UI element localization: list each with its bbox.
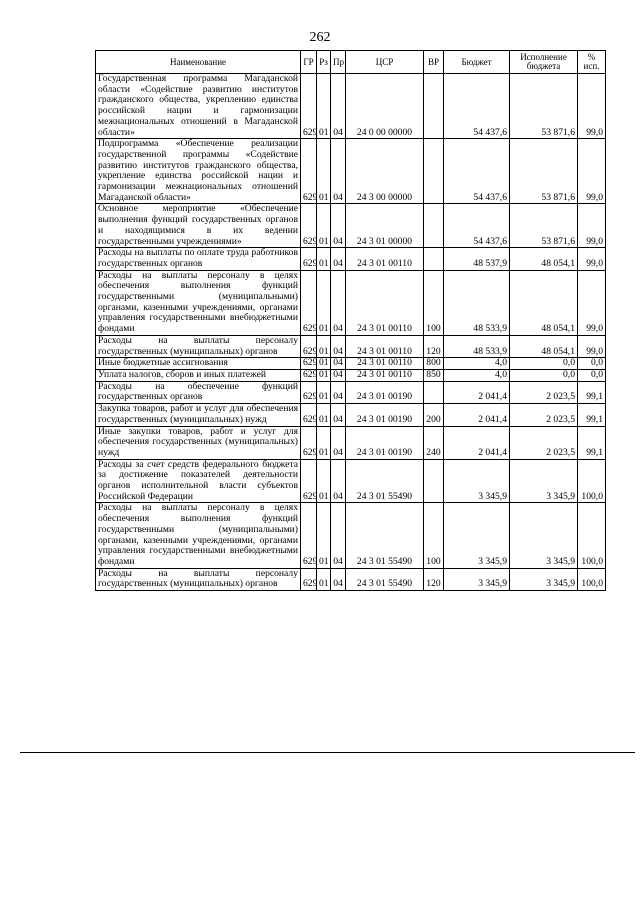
row-execution: 0,0 — [510, 369, 578, 381]
header-name: Наименование — [96, 51, 301, 74]
table-row — [96, 369, 606, 381]
row-execution: 48 054,1 — [510, 335, 578, 357]
row-execution: 0,0 — [510, 358, 578, 370]
row-percent: 99,0 — [578, 204, 606, 248]
row-vr — [424, 74, 444, 139]
row-budget: 54 437,6 — [444, 204, 510, 248]
row-gr: 629 — [301, 139, 317, 204]
row-name: Расходы на выплаты персоналу в целях обеспечения выполнения функций государственными (муниципальными) органами, казенными учреждениями, органами управления государственными внебюджетными фондами — [96, 270, 301, 335]
row-budget: 54 437,6 — [444, 139, 510, 204]
row-execution: 2 023,5 — [510, 404, 578, 426]
table-row — [96, 404, 606, 426]
row-vr: 850 — [424, 369, 444, 381]
header-percent: % исп. — [578, 51, 606, 74]
row-rz: 01 — [317, 459, 331, 503]
header-vr: ВР — [424, 51, 444, 74]
row-percent: 100,0 — [578, 568, 606, 590]
row-execution: 53 871,6 — [510, 74, 578, 139]
row-percent: 99,0 — [578, 248, 606, 270]
row-budget: 2 041,4 — [444, 381, 510, 403]
row-budget: 48 533,9 — [444, 270, 510, 335]
row-pr: 04 — [331, 248, 346, 270]
row-gr: 629 — [301, 270, 317, 335]
row-rz: 01 — [317, 204, 331, 248]
row-pr: 04 — [331, 270, 346, 335]
row-execution: 3 345,9 — [510, 459, 578, 503]
row-gr: 629 — [301, 404, 317, 426]
row-vr: 800 — [424, 358, 444, 370]
table-row — [96, 459, 606, 503]
row-vr — [424, 139, 444, 204]
row-execution: 2 023,5 — [510, 381, 578, 403]
row-vr — [424, 248, 444, 270]
row-pr: 04 — [331, 459, 346, 503]
header-csr: ЦСР — [346, 51, 424, 74]
row-execution: 48 054,1 — [510, 248, 578, 270]
row-budget: 2 041,4 — [444, 426, 510, 459]
row-gr: 629 — [301, 74, 317, 139]
row-budget: 2 041,4 — [444, 404, 510, 426]
header-execution: Исполнение бюджета — [510, 51, 578, 74]
header-row — [96, 51, 606, 74]
row-percent: 100,0 — [578, 503, 606, 568]
row-pr: 04 — [331, 204, 346, 248]
row-vr: 100 — [424, 503, 444, 568]
header-gr: ГР — [301, 51, 317, 74]
table-row — [96, 204, 606, 248]
bottom-rule — [20, 752, 635, 753]
row-pr: 04 — [331, 404, 346, 426]
row-budget: 54 437,6 — [444, 74, 510, 139]
row-csr: 24 0 00 00000 — [346, 74, 424, 139]
row-vr — [424, 204, 444, 248]
row-rz: 01 — [317, 503, 331, 568]
row-rz: 01 — [317, 426, 331, 459]
row-rz: 01 — [317, 358, 331, 370]
row-vr — [424, 459, 444, 503]
table-row — [96, 358, 606, 370]
row-rz: 01 — [317, 248, 331, 270]
row-percent: 0,0 — [578, 358, 606, 370]
header-pr: Пр — [331, 51, 346, 74]
row-rz: 01 — [317, 335, 331, 357]
row-name: Государственная программа Магаданской области «Содействие развитию институтов гражданского общества, укреплению единства российской нации и гармонизации межнациональных отношений в Магаданской области» — [96, 74, 301, 139]
row-name: Иные бюджетные ассигнования — [96, 358, 301, 370]
row-percent: 99,0 — [578, 139, 606, 204]
row-gr: 629 — [301, 426, 317, 459]
row-pr: 04 — [331, 358, 346, 370]
row-name: Расходы на выплаты по оплате труда работников государственных органов — [96, 248, 301, 270]
row-vr — [424, 381, 444, 403]
row-percent: 100,0 — [578, 459, 606, 503]
row-budget: 4,0 — [444, 358, 510, 370]
row-budget: 4,0 — [444, 369, 510, 381]
row-gr: 629 — [301, 358, 317, 370]
row-percent: 0,0 — [578, 369, 606, 381]
table-row — [96, 248, 606, 270]
row-gr: 629 — [301, 369, 317, 381]
row-percent: 99,1 — [578, 381, 606, 403]
row-percent: 99,1 — [578, 404, 606, 426]
header-budget: Бюджет — [444, 51, 510, 74]
row-name: Расходы на выплаты персоналу в целях обеспечения выполнения функций государственными (муниципальными) органами, казенными учреждениями, органами управления государственными внебюджетными фондами — [96, 503, 301, 568]
table-row — [96, 426, 606, 459]
row-pr: 04 — [331, 335, 346, 357]
row-csr: 24 3 01 00190 — [346, 404, 424, 426]
row-name: Расходы на выплаты персоналу государственных (муниципальных) органов — [96, 335, 301, 357]
row-execution: 3 345,9 — [510, 503, 578, 568]
row-name: Подпрограмма «Обеспечение реализации государственной программы «Содействие развитию институтов гражданского общества, укрепление единства российской нации и гармонизации межнациональных отношений Магаданской области» — [96, 139, 301, 204]
row-rz: 01 — [317, 74, 331, 139]
row-gr: 629 — [301, 568, 317, 590]
row-name: Уплата налогов, сборов и иных платежей — [96, 369, 301, 381]
row-budget: 48 537,9 — [444, 248, 510, 270]
row-execution: 53 871,6 — [510, 139, 578, 204]
row-vr: 240 — [424, 426, 444, 459]
row-csr: 24 3 01 00190 — [346, 381, 424, 403]
row-budget: 3 345,9 — [444, 459, 510, 503]
row-gr: 629 — [301, 335, 317, 357]
row-name: Иные закупки товаров, работ и услуг для обеспечения государственных (муниципальных) нужд — [96, 426, 301, 459]
row-budget: 3 345,9 — [444, 503, 510, 568]
row-pr: 04 — [331, 381, 346, 403]
row-rz: 01 — [317, 139, 331, 204]
row-csr: 24 3 01 00190 — [346, 426, 424, 459]
row-vr: 200 — [424, 404, 444, 426]
row-csr: 24 3 01 00000 — [346, 204, 424, 248]
row-rz: 01 — [317, 270, 331, 335]
row-vr: 120 — [424, 335, 444, 357]
row-pr: 04 — [331, 426, 346, 459]
row-name: Расходы на выплаты персоналу государственных (муниципальных) органов — [96, 568, 301, 590]
row-csr: 24 3 01 55490 — [346, 568, 424, 590]
row-execution: 3 345,9 — [510, 568, 578, 590]
row-name: Расходы за счет средств федерального бюджета за достижение показателей деятельности органов исполнительной власти субъектов Российской Федерации — [96, 459, 301, 503]
table-row — [96, 503, 606, 568]
row-rz: 01 — [317, 568, 331, 590]
row-pr: 04 — [331, 568, 346, 590]
table-row — [96, 568, 606, 590]
row-gr: 629 — [301, 459, 317, 503]
header-rz: Рз — [317, 51, 331, 74]
row-csr: 24 3 01 00110 — [346, 270, 424, 335]
budget-table — [95, 50, 606, 591]
row-name: Расходы на обеспечение функций государственных органов — [96, 381, 301, 403]
table-row — [96, 381, 606, 403]
row-pr: 04 — [331, 74, 346, 139]
page-number: 262 — [309, 30, 331, 45]
row-name: Основное мероприятие «Обеспечение выполнения функций государственных органов и находящимися в их ведении государственными учреждениями» — [96, 204, 301, 248]
row-percent: 99,0 — [578, 74, 606, 139]
row-gr: 629 — [301, 248, 317, 270]
row-pr: 04 — [331, 139, 346, 204]
row-budget: 48 533,9 — [444, 335, 510, 357]
row-csr: 24 3 01 55490 — [346, 459, 424, 503]
table-row — [96, 74, 606, 139]
row-gr: 629 — [301, 381, 317, 403]
table-row — [96, 139, 606, 204]
row-rz: 01 — [317, 404, 331, 426]
row-gr: 629 — [301, 204, 317, 248]
row-csr: 24 3 01 55490 — [346, 503, 424, 568]
row-execution: 53 871,6 — [510, 204, 578, 248]
row-vr: 100 — [424, 270, 444, 335]
row-csr: 24 3 00 00000 — [346, 139, 424, 204]
row-percent: 99,0 — [578, 335, 606, 357]
row-pr: 04 — [331, 369, 346, 381]
row-pr: 04 — [331, 503, 346, 568]
table-row — [96, 335, 606, 357]
row-percent: 99,1 — [578, 426, 606, 459]
table-row — [96, 270, 606, 335]
row-percent: 99,0 — [578, 270, 606, 335]
row-csr: 24 3 01 00110 — [346, 358, 424, 370]
row-csr: 24 3 01 00110 — [346, 335, 424, 357]
row-csr: 24 3 01 00110 — [346, 248, 424, 270]
row-execution: 48 054,1 — [510, 270, 578, 335]
row-budget: 3 345,9 — [444, 568, 510, 590]
row-name: Закупка товаров, работ и услуг для обеспечения государственных (муниципальных) нужд — [96, 404, 301, 426]
row-rz: 01 — [317, 381, 331, 403]
row-csr: 24 3 01 00110 — [346, 369, 424, 381]
row-execution: 2 023,5 — [510, 426, 578, 459]
row-vr: 120 — [424, 568, 444, 590]
row-gr: 629 — [301, 503, 317, 568]
row-rz: 01 — [317, 369, 331, 381]
